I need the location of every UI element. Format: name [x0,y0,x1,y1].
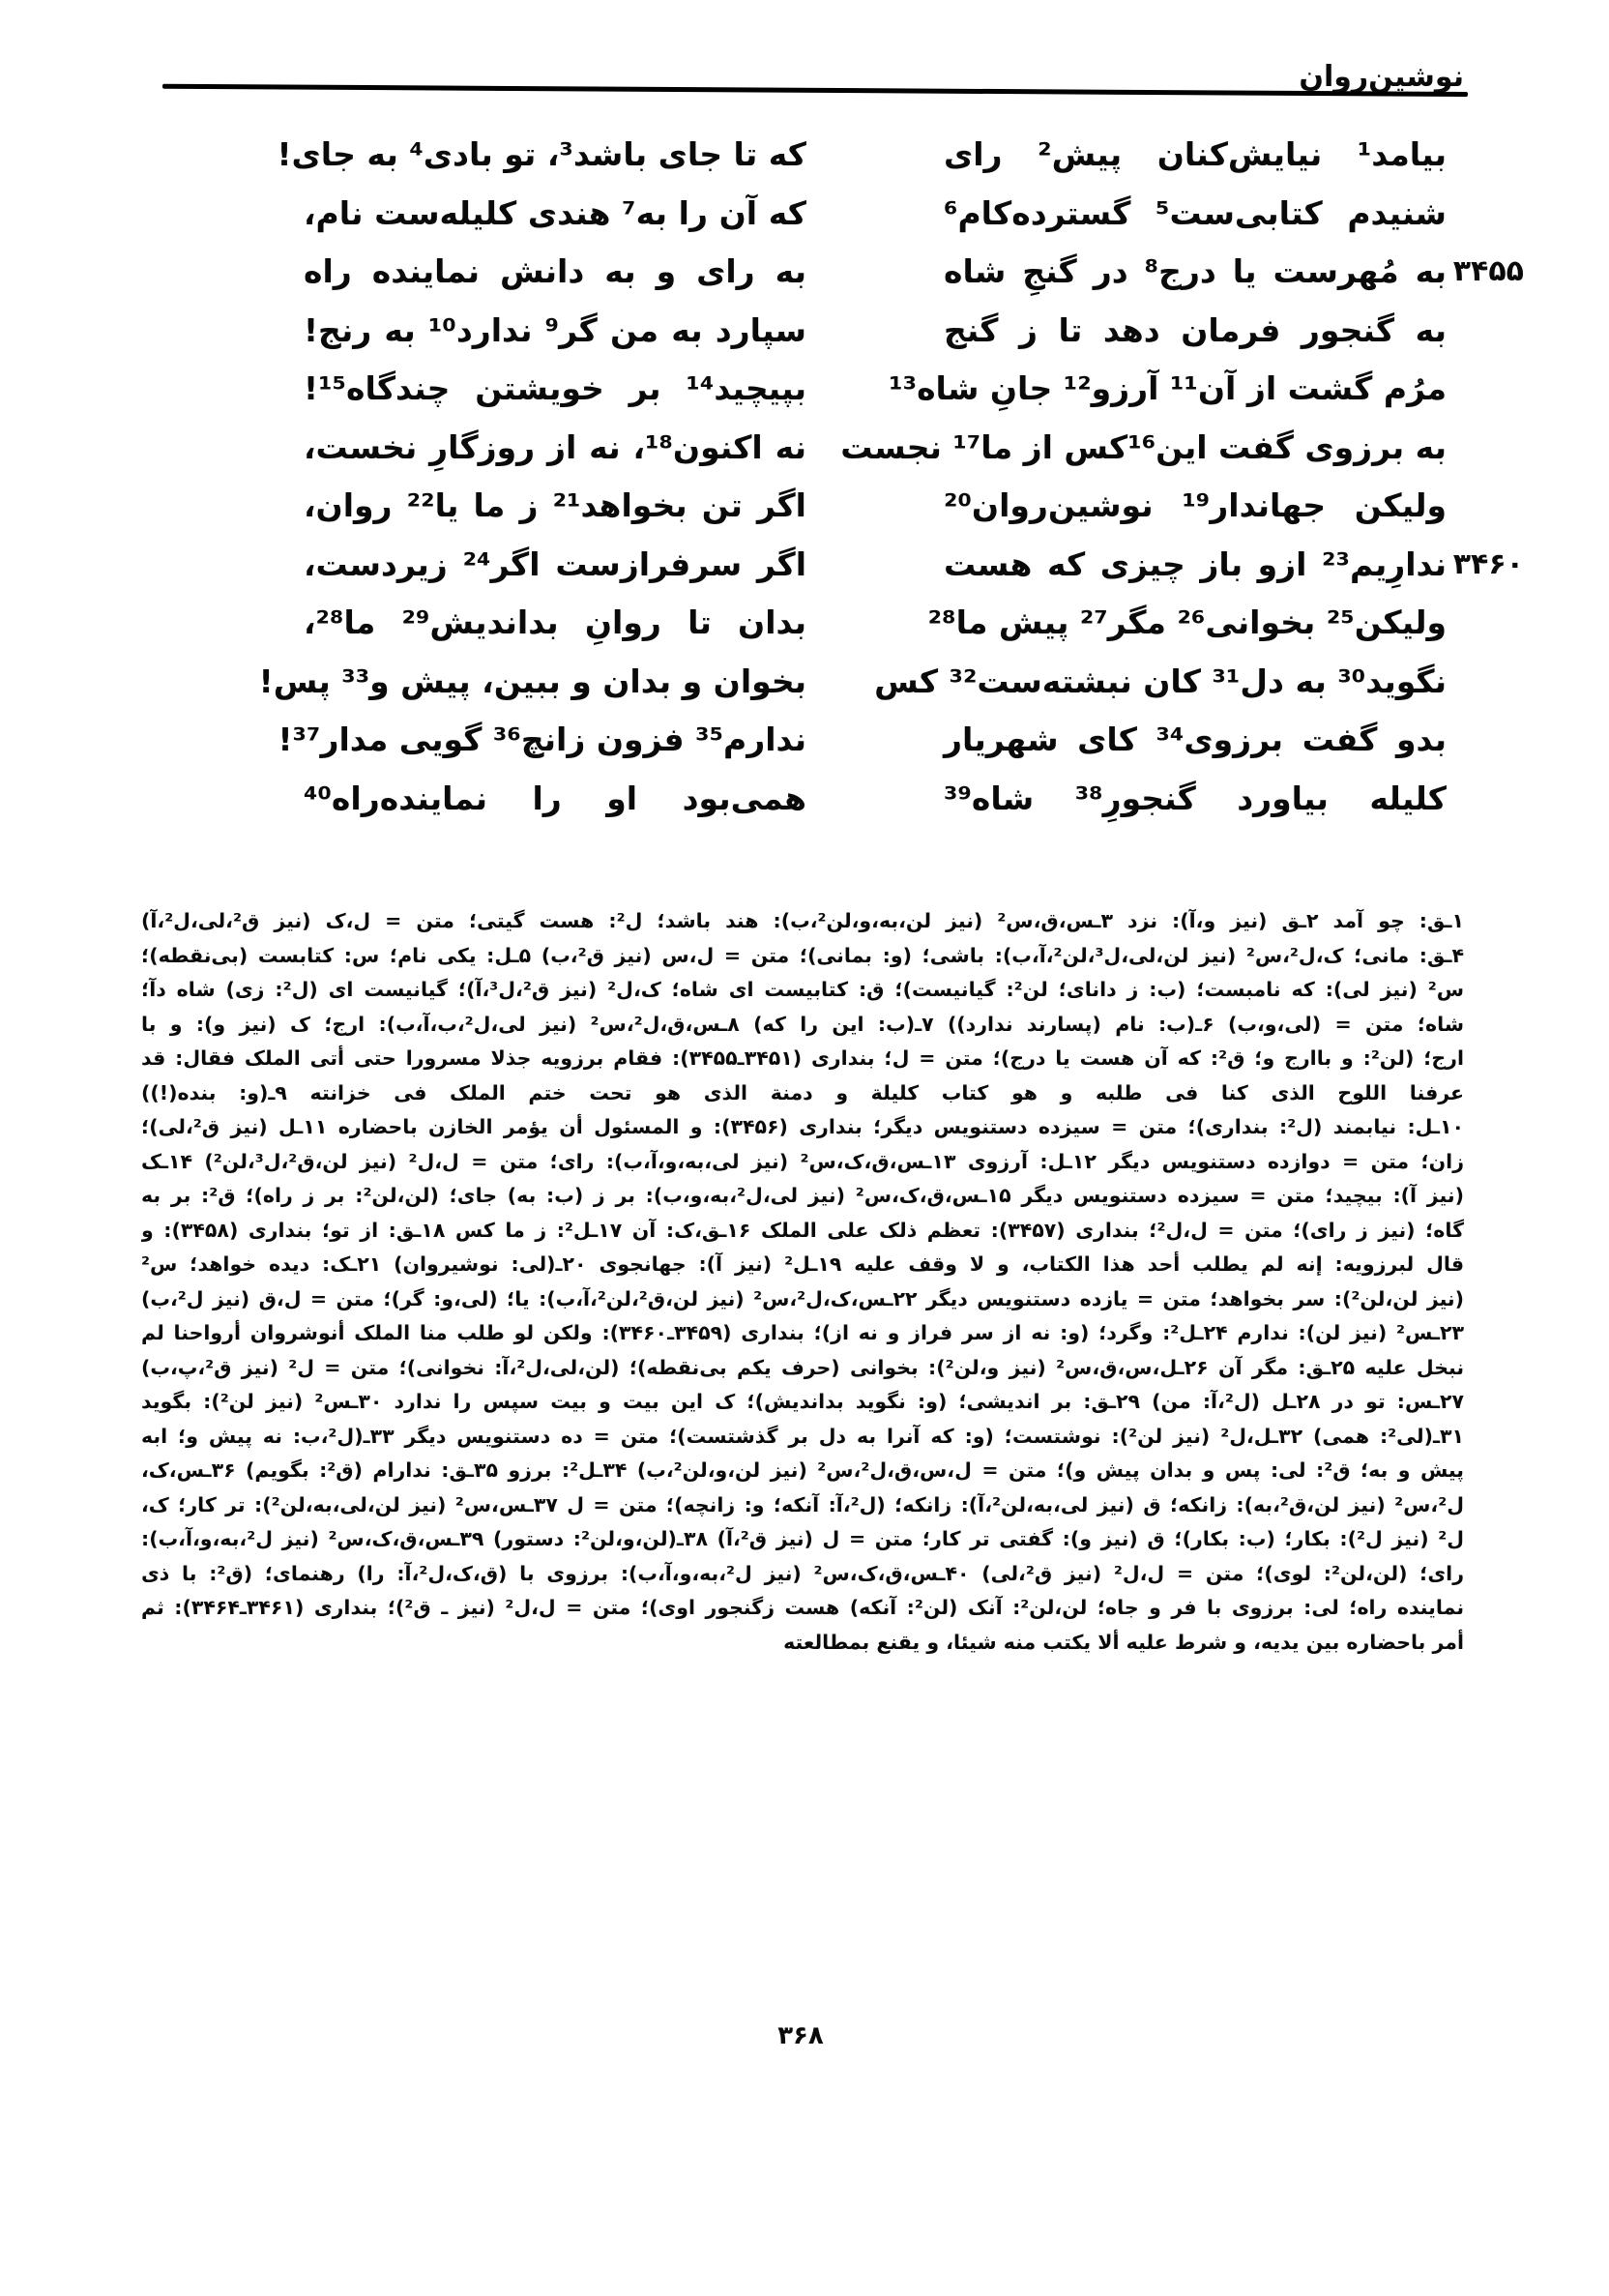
footnote-line: شاه؛ متن = (لی،و،ب) ۶ـ(ب: نام (پسارند ندارد)) ۷ـ(ب: این را که) ۸ـس،ق،ل²،س² (نیز لی،ل²،ب،آ،ب): ارج؛ ک (نیز و): و با [141,1012,1464,1036]
footnote-line: پیش و به؛ ق²: لی: پس و بدان پیش و)؛ متن = ل،س،ق،ل²،س² (نیز لن،و،لن²،ب) ۳۴ـل²: برزو ۳۵ـق: ندارام (ق²: بگویم) ۳۶ـس،ک، [141,1458,1464,1482]
hemistich: ۳۴۵۵ به مُهرست یا درج⁸ در گنجِ شاه [944,243,1447,302]
hemistich: نگوید³⁰ به دل³¹ کان نبشته‌ست³² کس [874,662,1447,700]
footnote-line: ل² (نیز ل²): بکار؛ (ب: بکار)؛ ق (نیز و): گفتی تر کار؛ متن = ل (نیز ق²،آ) ۳۸ـ(لن،و،لن²: دستور) ۳۹ـس،ق،ک،س² (نیز ل²،به،و،آ،ب): [141,1527,1464,1550]
hemistich: ولیکن²⁵ بخوانی²⁶ مگر²⁷ پیش ما²⁸ [927,603,1447,641]
header-rule [162,84,1468,97]
footnote-line: رای؛ (لن،لن²: لوی)؛ متن = ل،ل² (نیز ق²،لی) ۴۰ـس،ق،ک،س² (نیز ل²،به،و،آ،ب): برزوی با (ق،ک،ل²،آ: را) رهنمای؛ (ق²: با ذی [141,1561,1464,1585]
hemistich: به رای و به دانش نماینده راه [304,252,806,290]
hemistich: مرُم گشت از آن¹¹ آرزو¹² جانِ شاه¹³ [889,369,1447,407]
verse-number: ۳۴۵۵ [1452,254,1524,288]
hemistich: بخوان و بدان و ببین، پیش و³³ پس! [258,662,806,700]
footnote-line: عرفنا اللوح الذی کنا فی طلبه و هو کتاب کلیلة و دمنة الذی هو تحت ختم الملک فی خزانته ۹ـ(و: بنده(!)) [141,1080,1464,1104]
hemistich: بدو گفت برزوی³⁴ کای شهریار [944,721,1447,758]
running-header-title: نوشین‌روان [1299,60,1464,94]
verse-number: ۳۴۶۰ [1452,546,1524,581]
hemistich: نه اکنون¹⁸، نه از روزگارِ نخست، [304,427,806,466]
hemistich: اگر سرفرازست اگر²⁴ زیردست، [304,545,807,583]
hemistich: ۳۴۶۰ ندارِیم²³ ازو باز چیزی که هست [944,536,1447,595]
hemistich: کلیله بیاورد گنجورِ³⁸ شاه³⁹ [944,779,1447,817]
footnote-line: ۴ـق: مانی؛ ک،ل²،س² (نیز لن،لی،ل³،لن²،آ،ب): باشی؛ (و: بمانی)؛ متن = ل،س (نیز ق²،ب) ۵ـل: یکی نام؛ س: کتابست (بی‌نقطه)؛ [141,943,1464,967]
footnote-line: ۱ـق: چو آمد ۲ـق (نیز و،آ): نزد ۳ـس،ق،س² (نیز لن،به،و،لن²،ب): هند باشد؛ ل²: هست گیتی؛ متن = ل،ک (نیز ق²،لی،ل²،آ) [141,909,1464,932]
hemistich: ندارم³⁵ فزون زانچ³⁶ گویی مدار³⁷! [278,721,806,758]
footnote-line: نبخل علیه ۲۵ـق: مگر آن ۲۶ـل،س،ق،س² (نیز و،لن²): بخوانی (حرف یکم بی‌نقطه)؛ (لن،لی،ل²،آ: نخوانی)؛ متن = ل² (نیز ق²،پ،ب) [141,1355,1464,1379]
verse-column-right [840,126,1524,828]
footnote-line: گاه؛ (نیز ز رای)؛ متن = ل،ل²؛ بنداری (۳۴۵۷): تعظم ذلک علی الملک ۱۶ـق،ک: آن ۱۷ـل²: ز ما کس ۱۸ـق: از تو؛ بنداری (۳۴۵۸): و [141,1218,1464,1242]
hemistich: بپیچید¹⁴ بر خویشتن چندگاه¹⁵! [304,369,806,407]
page-number: ۳۶۸ [777,2021,824,2050]
hemistich: که آن را به⁷ هندی کلیله‌ست نام، [304,193,806,232]
hemistich: شنیدم کتابی‌ست⁵ گسترده‌کام⁶ [944,193,1447,232]
footnote-line: ل²،س² (نیز لن،ق²،به): زانکه؛ ق (نیز لی،به،لن²،آ): زانکه؛ (ل²،آ: آنکه؛ و: زانچه)؛ متن = ل ۳۷ـس،س² (نیز لن،لی،به،لن²): تر کار؛ ک، [141,1492,1464,1516]
hemistich: که تا جای باشد³، تو بادی⁴ به جای! [277,135,806,173]
hemistich: اگر تن بخواهد²¹ ز ما یا²² روان، [304,486,806,524]
footnote-line: أمر باحضاره بین یدیه، و شرط علیه ألا یکتب منه شیئا، و یقنع بمطالعته [783,1630,1464,1654]
footnote-line: ارج؛ (لن²: و باارج و؛ ق²: که آن هست یا درج)؛ متن = ل؛ بنداری (۳۴۵۱ـ۳۴۵۵): فقام برزویه جذلا مسرورا حتی أتی الملک فقال: قد [141,1046,1464,1070]
hemistich: سپارد به من گر⁹ ندارد¹⁰ به رنج! [304,310,806,349]
hemistich: همی‌بود او را نماینده‌راه⁴⁰ [304,779,806,817]
hemistich: بدان تا روانِ بداندیش²⁹ ما²⁸، [304,603,806,641]
footnote-line: ۲۳ـس² (نیز لن): ندارم ۲۴ـل²: وگرد؛ (و: نه از سر فراز و نه از)؛ بنداری (۳۴۵۹ـ۳۴۶۰): ولکن لو طلب منا الملک أنوشروان أرواحنا لم [141,1321,1464,1344]
hemistich: به برزوی گفت این¹⁶کس از ما¹⁷ نجست [840,427,1447,466]
hemistich: بیامد¹ نیایش‌کنان پیش² رای [944,135,1448,173]
hemistich: ولیکن جهاندار¹⁹ نوشین‌روان²⁰ [944,486,1447,524]
footnote-line: نماینده راه؛ لی: برزوی با فر و جاه؛ لن،لن²: آنک (لن²: آنکه) هست زگنجور اوی)؛ متن = ل،ل² (نیز ـ ق²)؛ بنداری (۳۴۶۱ـ۳۴۶۴): ثم [141,1596,1464,1619]
footnote-line: قال لبرزویه: إنه لم یطلب أحد هذا الکتاب، و لا وقف علیه ۱۹ـل² (نیز آ): جهانجوی ۲۰ـ(لی: نوشیروان) ۲۱ـک: دیده خواهد؛ س² [141,1252,1464,1276]
footnote-line: ۱۰ـل: نیابمند (ل²: بنداری)؛ متن = سیزده دستنویس دیگر؛ بنداری (۳۴۵۶): و المسئول أن یؤمر الخازن باحضاره ۱۱ـل (نیز ق²،لی)؛ [141,1115,1464,1138]
footnotes [141,904,1464,1660]
verse-column-left [258,126,807,828]
footnote-line: ۲۷ـس: تو در ۲۸ـل (ل²،آ: من) ۲۹ـق: بر اندیشی؛ (و: نگوید بداندیش)؛ ک این بیت و بیت سپس را ندارد ۳۰ـس² (نیز لن²): بگوید [141,1390,1464,1413]
footnote-line: (نیز لن،لن²): سر بخواهد؛ متن = یازده دستنویس دیگر ۲۲ـس،ک،ل²،س² (نیز لن،ق²،لن²،آ،ب): یا؛ (لی،و: گر)؛ متن = ل،ق (نیز ل²،ب) [141,1286,1464,1310]
hemistich: به گنجور فرمان دهد تا ز گنج [944,310,1447,349]
footnote-line: (نیز آ): بیچید؛ متن = سیزده دستنویس دیگر ۱۵ـس،ق،ک،س² (نیز لی،ل²،به،و،ب): بر ز (ب: به) جای؛ (لن،لن²: بر ز راه)؛ ق²: بر به [141,1184,1464,1207]
footnote-line: س² (نیز لی): که نامبست؛ (ب: ز دانای؛ لن²: گیانیست)؛ ق: کتابیست ای شاه؛ ک،ل² (نیز ق²،ل³،آ)؛ گیانیست ای (ل²: زی) شاه دآ؛ [141,978,1464,1001]
footnote-line: ۳۱ـ(لی²: همی) ۳۲ـل،ل² (نیز لن²): نوشتست؛ (و: که آنرا به دل بر گذشتست)؛ متن = ده دستنویس دیگر ۳۳ـ(ل²،ب: نه پیش و؛ ابه [141,1424,1464,1448]
footnote-line: زان؛ متن = دوازده دستنویس دیگر ۱۲ـل: آرزوی ۱۳ـس،ق،ک،س² (نیز لی،به،و،آ،ب): رای؛ متن = ل،ل² (نیز لن،ق²،ل³،لن²) ۱۴ـک [141,1149,1464,1173]
